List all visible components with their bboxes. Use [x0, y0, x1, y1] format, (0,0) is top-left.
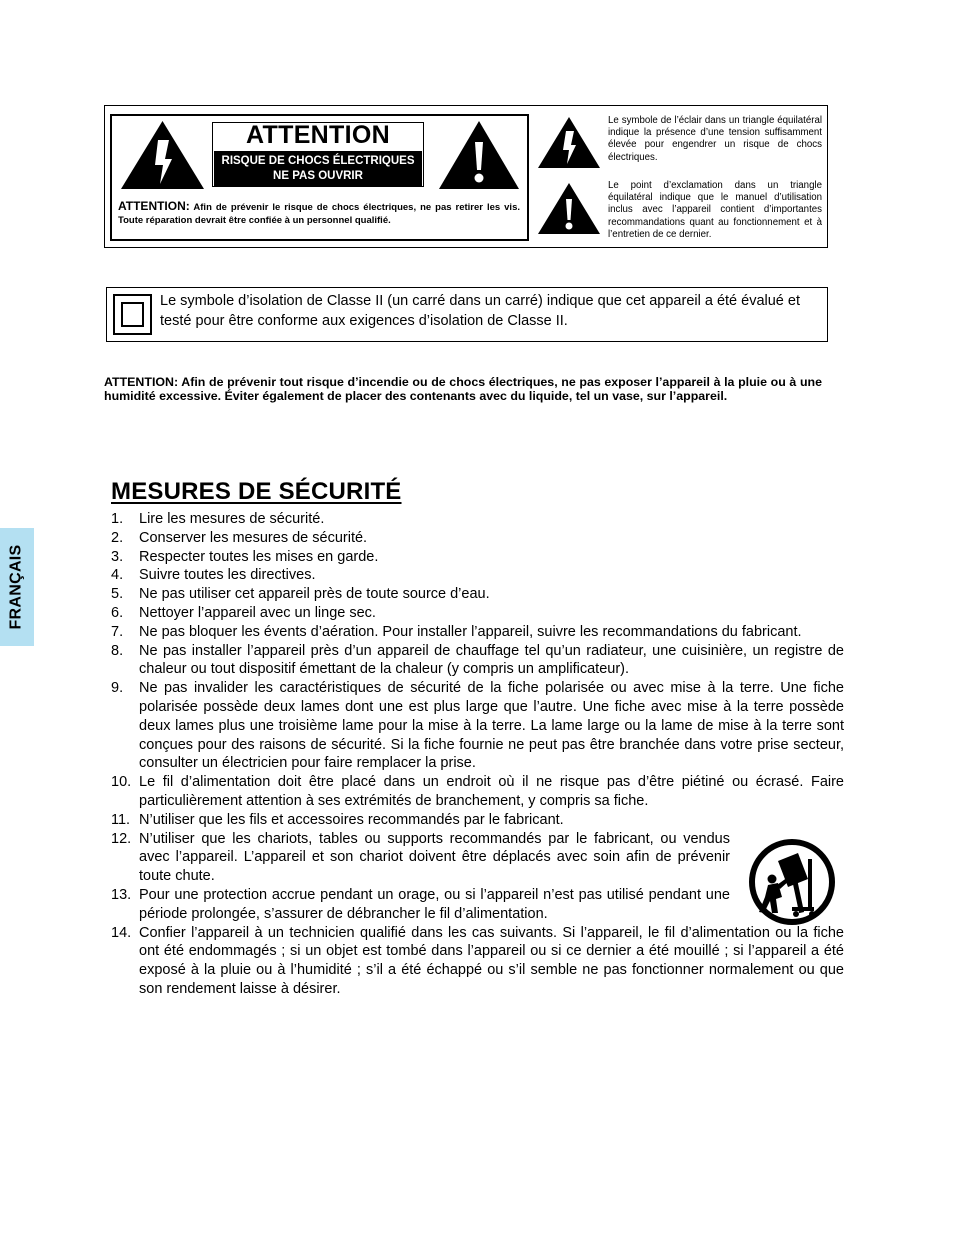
safety-item [111, 585, 844, 604]
safety-item [111, 604, 844, 623]
safety-item-text: Lire les mesures de sécurité. [139, 511, 325, 527]
safety-item-text: Ne pas utiliser cet appareil près de toute source d’eau. [139, 586, 490, 603]
safety-item-number: 13. [111, 886, 132, 903]
safety-item-text: N’utiliser que les chariots, tables ou supports recommandés par le fabricant, ou vendus avec l’appareil. L’appareil et son chariot doivent être déplacés avec soin afin de prévenir toute chute. [139, 830, 730, 885]
safety-item-text: Ne pas installer l’appareil près d’un appareil de chauffage tel qu’un radiateur, une cuisinière, un registre de chaleur ou tout dispositif émettant de la chaleur (y compris un amplificateur). [139, 642, 844, 678]
safety-title: MESURES DE SÉCURITÉ [111, 478, 402, 505]
safety-item-number: 8. [111, 642, 124, 659]
safety-item-text: Nettoyer l’appareil avec un linge sec. [139, 604, 376, 621]
attention-note-lead: ATTENTION: [118, 199, 190, 213]
class2-inner-square-icon [121, 302, 144, 327]
banner-line-1: RISQUE DE CHOCS ÉLECTRIQUES [221, 155, 415, 167]
safety-item [111, 924, 844, 999]
safety-item [111, 642, 844, 680]
safety-item [111, 773, 844, 811]
exclamation-symbol-text: Le point d’exclamation dans un triangle équilatéral indique que le manuel d’utilisation inclus avec l’appareil contient d’importantes recommandations quant au fonctionnement et à l’entretien de ce dernier. [608, 180, 822, 240]
safety-item-text: N’utiliser que les fils et accessoires recommandés par le fabricant. [139, 811, 564, 828]
safety-item-number: 11. [111, 811, 131, 828]
safety-item [111, 529, 844, 548]
cart-tipover-warning-icon [748, 839, 836, 925]
class2-text: Le symbole d’isolation de Classe II (un carré dans un carré) indique que cet appareil a été évalué et testé pour être conforme aux exigences d’isolation de Classe II. [160, 293, 800, 329]
safety-item [111, 830, 730, 886]
exclamation-symbol-icon [537, 182, 601, 235]
safety-item [111, 548, 844, 567]
safety-item [111, 811, 844, 830]
safety-item-number: 6. [111, 604, 124, 621]
banner-line-2: NE PAS OUVRIR [273, 170, 363, 182]
safety-item [111, 566, 844, 585]
safety-item-text: Ne pas bloquer les évents d’aération. Pour installer l’appareil, suivre les recommandations du fabricant. [139, 623, 802, 640]
safety-item-number: 12. [111, 830, 132, 847]
attention-note [118, 200, 520, 227]
shock-risk-banner [214, 151, 422, 186]
language-tab-label: FRANÇAIS [8, 544, 26, 630]
safety-item-number: 9. [111, 680, 124, 697]
safety-item-text: Pour une protection accrue pendant un orage, ou si l’appareil n’est pas utilisé pendant une période prolongée, s’assurer de débrancher le fil d’alimentation. [139, 886, 730, 922]
safety-item-text: Respecter toutes les mises en garde. [139, 548, 379, 565]
safety-item-number: 10. [111, 774, 132, 791]
safety-item-text: Conserver les mesures de sécurité. [139, 529, 368, 546]
exclamation-warning-icon [438, 120, 520, 190]
lightning-symbol-text: Le symbole de l’éclair dans un triangle équilatéral indique la présence d’une tension suffisamment élevée pour engendrer un risque de chocs électriques. [608, 115, 822, 163]
safety-list [111, 510, 844, 999]
lightning-symbol-icon [537, 116, 601, 169]
safety-item-text: Ne pas invalider les caractéristiques de sécurité de la fiche polarisée ou avec mise à la terre. Une fiche polarisée possède deux lames dont une est plus large que l’autre. Une fiche avec mise à la terre possède deux lames plus une troisième lame pour la mise à la terre. La lame large ou la lame de mise à la terre sont conçues pour des raisons de sécurité. Si la fiche fournie ne peut pas être branchée dans votre prise secteur, consulter un électricien pour faire remplacer la prise. [139, 680, 844, 772]
attention-title: ATTENTION [246, 121, 390, 149]
safety-item-number: 14. [111, 924, 132, 941]
safety-item-number: 1. [111, 511, 124, 527]
lightning-warning-icon [120, 120, 205, 190]
language-tab-label-wrap [0, 528, 34, 646]
safety-item-number: 7. [111, 623, 124, 640]
safety-item [111, 623, 844, 642]
safety-item-number: 5. [111, 586, 124, 603]
attention-note-text: Afin de prévenir le risque de chocs électriques, ne pas retirer les vis. Toute réparation devrait être confiée à un personnel qualifié. [118, 202, 520, 226]
safety-item-text: Le fil d’alimentation doit être placé dans un endroit où il ne risque pas d’être piétiné ou écrasé. Faire particulièrement attention à ses extrémités de branchement, y compris sa fiche. [139, 774, 844, 809]
safety-item-text: Confier l’appareil à un technicien qualifié dans les cas suivants. Si l’appareil, le fil d’alimentation ou la fiche ont été endommagés ; si un objet est tombé dans l’appareil ou si ce dernier a été mouillé ; si l’appareil a été exposé à la pluie ou à l’humidité ; s’il a été échappé ou s’il semble ne pas fonctionner normalement ou que son rendement laisse à désirer. [139, 924, 844, 997]
fire-warning-text: ATTENTION: Afin de prévenir tout risque d’incendie ou de chocs électriques, ne pas exposer l’appareil à la pluie ou à une humidité excessive. Éviter également de placer des contenants avec du liquide, tel un vase, sur l’appareil. [104, 375, 822, 403]
safety-item [111, 679, 844, 773]
safety-item-text: Suivre toutes les directives. [139, 567, 316, 584]
safety-item [111, 886, 730, 924]
safety-item-number: 3. [111, 548, 124, 565]
safety-item [111, 510, 844, 529]
safety-item-number: 2. [111, 529, 124, 546]
safety-item-number: 4. [111, 567, 124, 584]
